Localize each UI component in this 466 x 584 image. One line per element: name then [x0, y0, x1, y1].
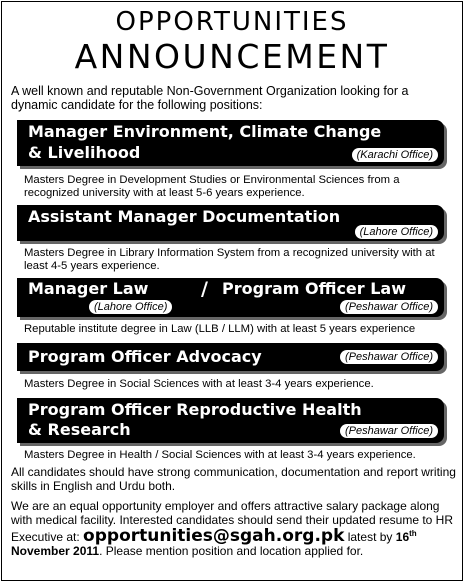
deadline-date: November 2011 — [11, 544, 100, 558]
position-title: Program Officer Advocacy — [28, 347, 262, 366]
deadline-day: 16 — [395, 530, 410, 544]
position-bar-law — [17, 278, 444, 317]
position-bar-assistant-manager-documentation — [17, 205, 444, 241]
footer-employer-text: We are an equal opportunity employer and offers attractive salary package along with medical facility. Interested candidates should send their updated resume to HR Executive at: — [11, 499, 454, 544]
position-requirement: Masters Degree in Health / Social Sciences with at least 3-4 years experience. — [24, 449, 416, 461]
deadline-suffix: th — [409, 529, 417, 538]
position-bar-program-officer-advocacy — [17, 343, 444, 371]
footer-latest: latest — [347, 530, 377, 544]
position-bar-manager-environment — [17, 120, 444, 166]
position-location: (Lahore Office) — [355, 225, 438, 239]
position-requirement: Masters Degree in Library Information System from a recognized university with at least 4-5 years experience. — [24, 247, 435, 272]
position-title-line1: Manager Environment, Climate Change — [28, 122, 382, 141]
position-requirement: Masters Degree in Development Studies or Environmental Sciences from a recognized university with at least 5-6 years experience. — [24, 174, 400, 199]
position-title-line1: Program Officer Reproductive Health — [28, 400, 362, 419]
announcement-page — [1, 1, 463, 581]
position-separator: / — [201, 278, 208, 300]
position-bar-program-officer-reproductive-health — [17, 398, 444, 443]
position-requirement: Masters Degree in Social Sciences with at least 3-4 years experience. — [24, 378, 374, 390]
position-location-left: (Lahore Office) — [89, 300, 172, 314]
position-location: (Peshawar Office) — [340, 350, 438, 364]
position-location: (Karachi Office) — [352, 148, 438, 162]
position-title: Assistant Manager Documentation — [28, 207, 341, 226]
footer-by: by — [379, 530, 393, 544]
position-title-right: Program Officer Law — [222, 279, 407, 298]
intro-text: A well known and reputable Non-Government Organization looking for a dynamic candidate for the following positions: — [11, 84, 409, 112]
footer-apply — [11, 499, 459, 558]
header-announcement: ANNOUNCEMENT — [74, 37, 390, 76]
position-location: (Peshawar Office) — [340, 424, 438, 438]
footer-closing: . Please mention position and location applied for. — [99, 544, 364, 558]
application-email[interactable]: opportunities@sgah.org.pk — [83, 526, 345, 546]
position-title-line2: & Research — [28, 420, 131, 439]
position-title-left: Manager Law — [28, 279, 149, 298]
position-requirement: Reputable institute degree in Law (LLB / LLM) with at least 5 years experience — [24, 323, 416, 335]
header-opportunities: OPPORTUNITIES — [115, 7, 349, 37]
footer-skills: All candidates should have strong communication, documentation and report writing skills in English and Urdu both. — [11, 465, 456, 493]
position-location-right: (Peshawar Office) — [340, 300, 438, 314]
position-title-line2: & Livelihood — [28, 143, 141, 162]
